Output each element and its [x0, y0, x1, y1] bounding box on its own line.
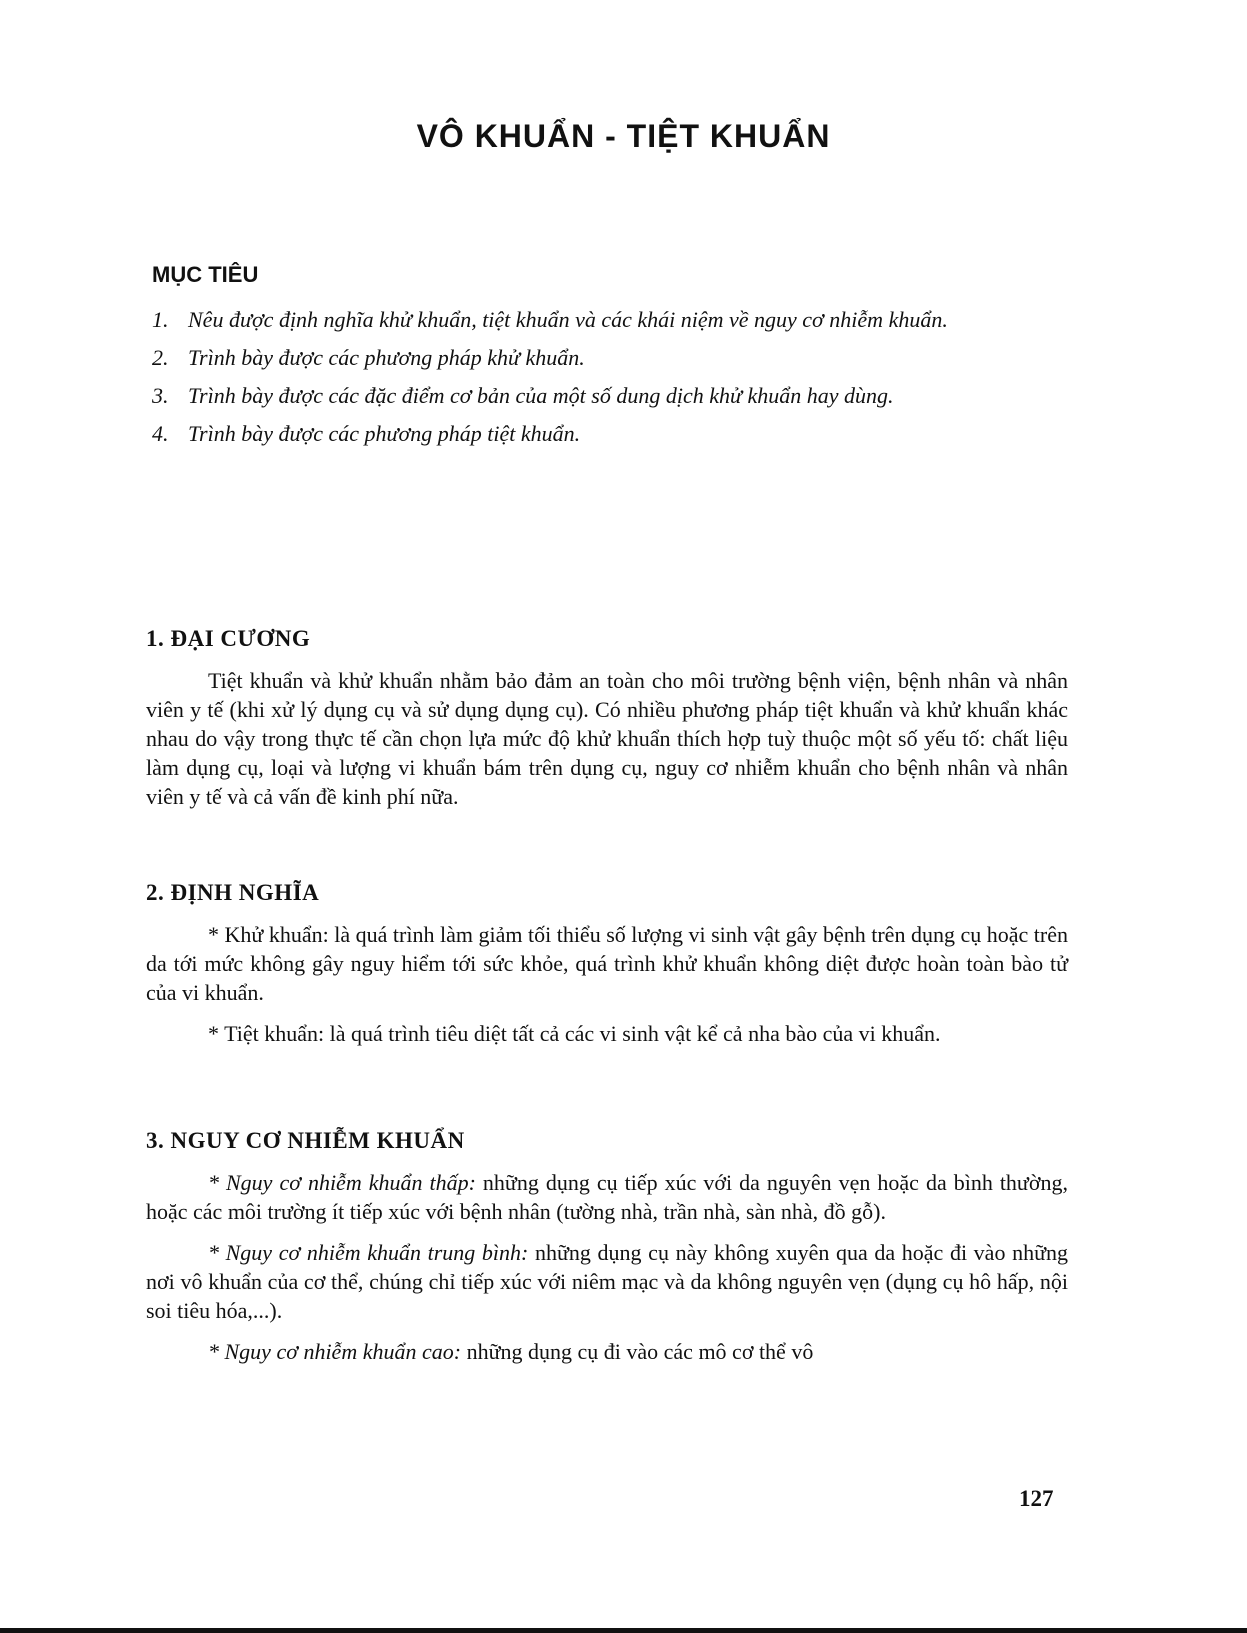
definition-sterilization: * Tiệt khuẩn: là quá trình tiêu diệt tất cả các vi sinh vật kể cả nha bào của vi khuẩn.	[208, 1021, 941, 1046]
section-definition	[146, 880, 1068, 1060]
bottom-rule	[0, 1628, 1247, 1633]
section-heading: 2. ĐỊNH NGHĨA	[146, 880, 320, 905]
section-general	[146, 626, 1068, 823]
risk-low	[146, 1168, 1068, 1226]
objective-number: 4.	[152, 421, 169, 446]
objective-number: 2.	[152, 345, 169, 370]
objective-item	[152, 343, 1072, 373]
section-heading: 3. NGUY CƠ NHIỄM KHUẨN	[146, 1128, 465, 1153]
risk-term: * Nguy cơ nhiễm khuẩn thấp:	[208, 1170, 476, 1195]
page-number: 127	[1019, 1486, 1054, 1511]
objective-text: Trình bày được các đặc điểm cơ bản của một số dung dịch khử khuẩn hay dùng.	[188, 383, 894, 408]
risk-high	[146, 1337, 1068, 1366]
objective-number: 1.	[152, 307, 169, 332]
risk-text: những dụng cụ này không xuyên qua da hoặc đi vào những nơi vô khuẩn của cơ thể, chúng chỉ tiếp xúc với niêm mạc và da không nguyên vẹn (dụng cụ hô hấp, nội soi tiêu hóa,...).	[146, 1240, 1069, 1323]
risk-text: những dụng cụ tiếp xúc với da nguyên vẹn hoặc da bình thường, hoặc các môi trường ít tiếp xúc với bệnh nhân (tường nhà, trần nhà, sàn nhà, đồ gỗ).	[146, 1170, 1068, 1224]
objective-text: Trình bày được các phương pháp khử khuẩn.	[188, 345, 585, 370]
page-title: VÔ KHUẨN - TIỆT KHUẨN	[416, 118, 831, 154]
risk-term: * Nguy cơ nhiễm khuẩn cao:	[208, 1339, 462, 1364]
risk-medium	[146, 1238, 1068, 1325]
objectives-heading: MỤC TIÊU	[152, 262, 259, 287]
section-infection-risk	[146, 1128, 1068, 1378]
objective-item	[152, 381, 1072, 411]
section-heading: 1. ĐẠI CƯƠNG	[146, 626, 311, 651]
objective-number: 3.	[152, 383, 169, 408]
objective-text: Nêu được định nghĩa khử khuẩn, tiệt khuẩn và các khái niệm về nguy cơ nhiễm khuẩn.	[188, 307, 948, 332]
risk-term: * Nguy cơ nhiễm khuẩn trung bình:	[208, 1240, 529, 1265]
section-paragraph: Tiệt khuẩn và khử khuẩn nhằm bảo đảm an toàn cho môi trường bệnh viện, bệnh nhân và nhân viên y tế (khi xử lý dụng cụ và sử dụng dụng cụ). Có nhiều phương pháp tiệt khuẩn và khử khuẩn khác nhau do vậy trong thực tế cần chọn lựa mức độ khử khuẩn thích hợp tuỳ thuộc một số yếu tố: chất liệu làm dụng cụ, loại và lượng vi khuẩn bám trên dụng cụ, nguy cơ nhiễm khuẩn cho bệnh nhân và nhân viên y tế và cả vấn đề kinh phí nữa.	[146, 668, 1068, 809]
definition-disinfection: * Khử khuẩn: là quá trình làm giảm tối thiểu số lượng vi sinh vật gây bệnh trên dụng cụ hoặc trên da tới mức không gây nguy hiểm tới sức khỏe, quá trình khử khuẩn không diệt được hoàn toàn bào tử của vi khuẩn.	[146, 922, 1068, 1005]
objective-text: Trình bày được các phương pháp tiệt khuẩn.	[188, 421, 581, 446]
objective-item	[152, 419, 1072, 449]
objective-item	[152, 305, 1072, 335]
objectives-list	[152, 305, 1072, 457]
risk-text: những dụng cụ đi vào các mô cơ thể vô	[461, 1339, 814, 1364]
